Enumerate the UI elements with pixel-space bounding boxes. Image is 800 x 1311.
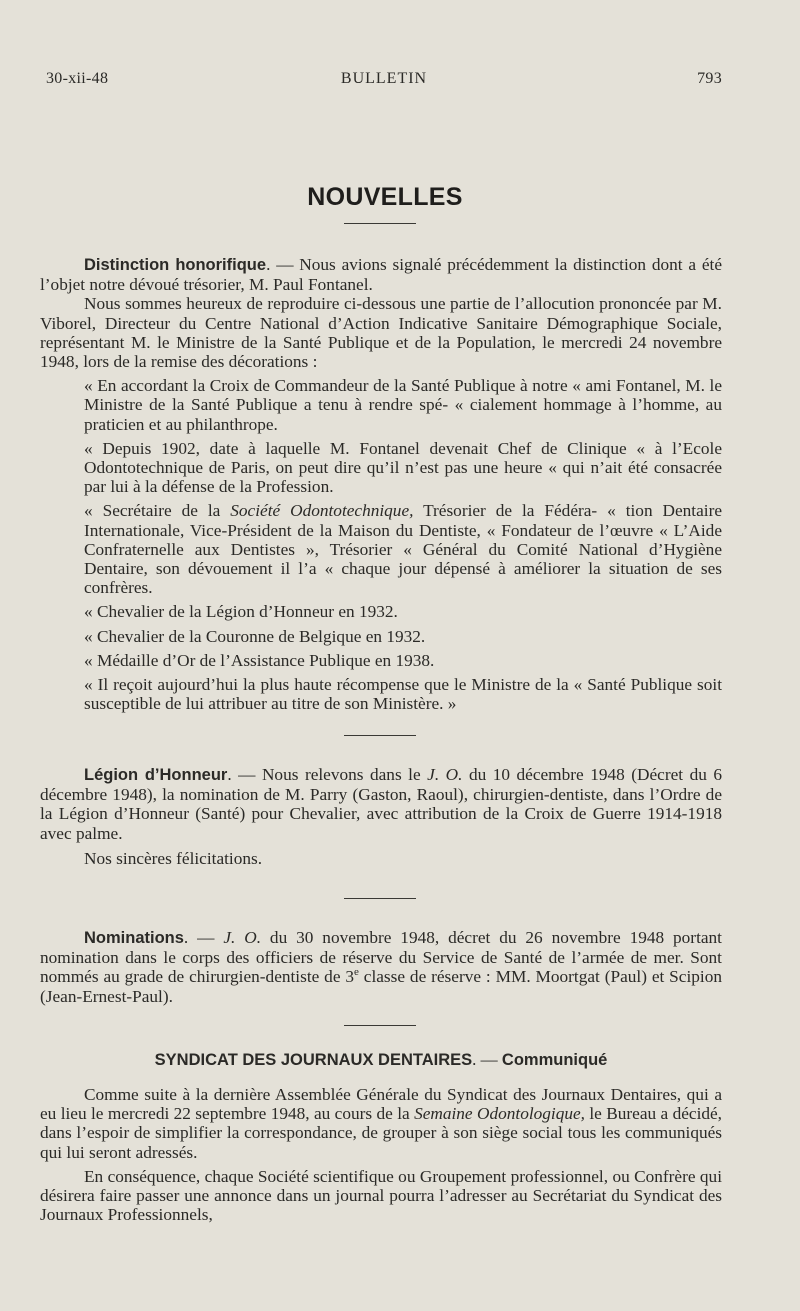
header-title: BULLETIN [340, 70, 428, 87]
legion-felicitations: Nos sincères félicitations. [84, 848, 263, 868]
distinction-intro-text: . — Nous avions signalé précédemment la distinction dont a été l’objet notre dévoué trésorier, M. Paul Fontanel. [40, 255, 722, 295]
page-number: 793 [697, 70, 722, 87]
quote-secretaire-b: Trésorier de la Fédéra- « tion Dentaire Internationale, Vice-Président de la Maison du Dentiste, « Fondateur de l’œuvre « L’Aide Confraternelle aux Dentistes », Trésorier « Général du Comité National d’Hygiène Dentaire, son dévouement il l’a « chaque jour dépensé à améliorer la situation de ses confrères. [84, 501, 723, 598]
section-rule [344, 735, 416, 736]
running-head [46, 70, 722, 92]
section-legion [40, 765, 722, 868]
distinction-heading: Distinction honorifique [84, 256, 267, 274]
syndicat-p1-b: le Bureau a décidé, dans l’espoir de simplifier la correspondance, de grouper à son siège social tous les communiqués qui lui seront adressés. [40, 1104, 723, 1162]
nominations-text-a: . — [183, 928, 224, 947]
nominations-text-b: du 30 novembre 1948, décret du 26 novembre 1948 portant nomination dans le corps des officiers de réserve du Service de Santé de l’armée de mer. Sont nommés au grade de chirurgien-dentiste de 3 [40, 928, 722, 987]
nominations-text-c: classe de réserve : MM. Moortgat (Paul) et Scipion (Jean-Ernest-Paul). [40, 967, 722, 1006]
societe-odontotechnique: Société Odontotechnique, [230, 501, 414, 521]
legion-text-b: du 10 décembre 1948 (Décret du 6 décembre 1948), la nomination de M. Parry (Gaston, Raoul), chirurgien-dentiste, dans l’Ordre de la Légion d’Honneur (Santé) pour Chevalier, avec attribution de la Croix de Guerre 1914-1918 avec palme. [40, 765, 722, 843]
quote-belgique-1932: « Chevalier de la Couronne de Belgique en 1932. [84, 626, 426, 646]
semaine-odontologique: Semaine Odontologique, [414, 1104, 585, 1124]
legion-text-a: . — Nous relevons dans le [227, 765, 428, 784]
nominations-paragraph [40, 928, 722, 1006]
syndicat-heading: SYNDICAT DES JOURNAUX DENTAIRES [154, 1051, 473, 1069]
quote-secretaire-a: « Secrétaire de la [84, 501, 231, 521]
legion-heading: Légion d’Honneur [84, 766, 228, 784]
nominations-sup: e [354, 966, 359, 979]
title-rule [344, 223, 416, 224]
quote-legion-1932: « Chevalier de la Légion d’Honneur en 1932. [84, 602, 398, 622]
distinction-paragraph: Nous sommes heureux de reproduire ci-dessous une partie de l’allocution prononcée par M. Viborel, Directeur du Centre National d’Action Indicative Sanitaire Démographique Sociale, représentant M. le Ministre de la Santé Publique et de la Population, le mercredi 24 novembre 1948, lors de la remise des décorations : [40, 294, 722, 372]
nominations-heading: Nominations [84, 929, 184, 947]
quote-recompense: « Il reçoit aujourd’hui la plus haute récompense que le Ministre de la « Santé Publique soit susceptible de lui attribuer au titre de son Ministère. » [84, 675, 722, 714]
quote-medaille-1938: « Médaille d’Or de l’Assistance Publique en 1938. [84, 650, 435, 670]
syndicat-heading-line [40, 1050, 722, 1070]
legion-paragraph [40, 765, 722, 843]
quote-secretaire [40, 501, 722, 597]
quote-commandeur: « En accordant la Croix de Commandeur de la Santé Publique à notre « ami Fontanel, M. le Ministre de la Santé Publique a tenu à rendre spé- « cialement hommage à l’homme, au praticien et au philanthrope. [84, 376, 722, 434]
nominations-jo: J. O. [223, 928, 262, 947]
legion-jo: J. O. [427, 765, 463, 784]
section-rule [344, 1025, 416, 1026]
section-syndicat [40, 1085, 722, 1224]
quote-1902: « Depuis 1902, date à laquelle M. Fontanel devenait Chef de Clinique « à l’Ecole Odontotechnique de Paris, on peut dire qu’il n’est pas une heure « qui n’ait été consacrée par lui à la défense de la Profession. [84, 438, 722, 497]
syndicat-p1-a: Comme suite à la dernière Assemblée Générale du Syndicat des Journaux Dentaires, qui a eu lieu le mercredi 22 septembre 1948, au cours de la [40, 1085, 722, 1124]
header-date: 30-xii-48 [46, 70, 109, 87]
section-distinction [40, 255, 722, 713]
section-rule [344, 898, 416, 899]
page-title: NOUVELLES [307, 183, 463, 211]
syndicat-heading-sep: . — [472, 1050, 502, 1069]
section-nominations [40, 928, 722, 1006]
syndicat-paragraph-1 [40, 1085, 722, 1162]
distinction-intro [40, 255, 722, 294]
syndicat-paragraph-2: En conséquence, chaque Société scientifique ou Groupement professionnel, ou Confrère qui désirera faire passer une annonce dans un journal pourra l’adresser au Secrétariat du Syndicat des Journaux Professionnels, [40, 1166, 722, 1225]
syndicat-heading-communique: Communiqué [501, 1051, 608, 1069]
